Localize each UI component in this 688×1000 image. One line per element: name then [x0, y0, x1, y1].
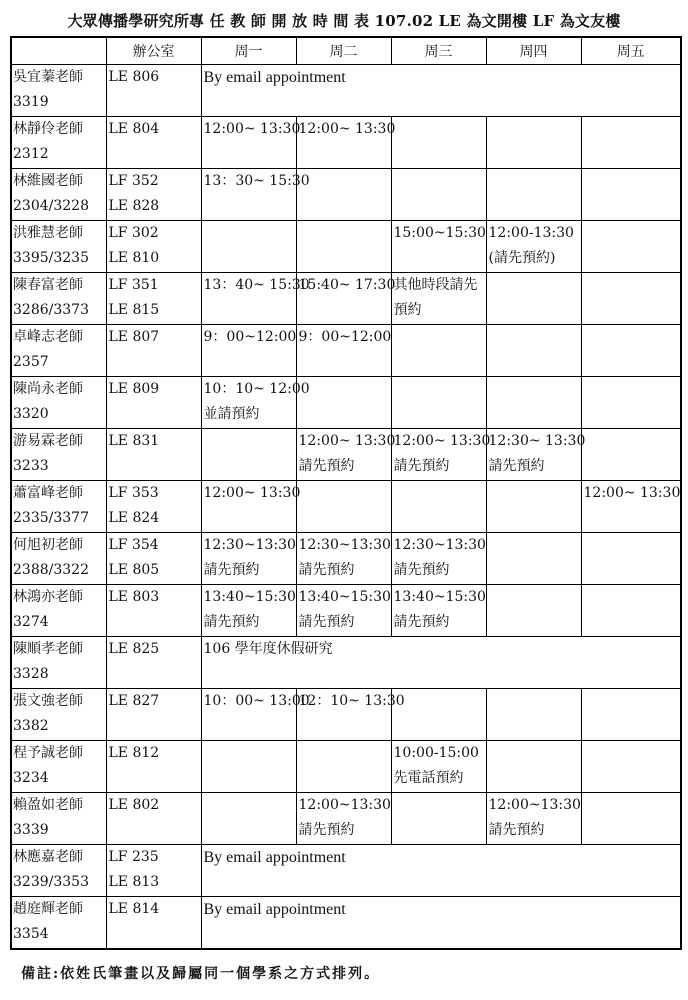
office-room: LE 815: [108, 302, 160, 318]
table-row: [11, 117, 681, 169]
office-room: LF 353: [108, 485, 159, 501]
office-cell: [106, 585, 201, 637]
schedule-cell-thursday: [486, 429, 586, 481]
schedule-cell-thursday: [486, 689, 581, 741]
schedule-cell-thursday: [486, 377, 581, 429]
office-room: LE 807: [108, 329, 160, 345]
office-room: LE 812: [108, 745, 160, 761]
table-row: [11, 637, 681, 689]
office-cell: [106, 741, 201, 793]
time-slot: 12:30~13:30: [298, 537, 391, 553]
schedule-cell-tuesday: [296, 429, 396, 481]
schedule-cell-tuesday: [296, 689, 405, 741]
office-hours-table: [10, 36, 682, 950]
schedule-cell-monday: [201, 377, 310, 429]
schedule-span-cell: [201, 897, 681, 950]
schedule-cell-tuesday: [296, 741, 391, 793]
schedule-cell-thursday: [486, 169, 581, 221]
time-slot: 13:40~15:30: [298, 589, 391, 605]
teacher-cell: [11, 273, 106, 325]
schedule-cell-monday: [201, 481, 301, 533]
time-slot: 10：00~ 13:00: [203, 693, 310, 709]
teacher-extension: 2304/3228: [13, 198, 89, 214]
schedule-cell-wednesday: [391, 429, 491, 481]
schedule-cell-wednesday: [391, 169, 486, 221]
table-row: [11, 481, 681, 533]
teacher-extension: 3319: [13, 94, 49, 110]
office-cell: [106, 481, 201, 533]
schedule-cell-thursday: [486, 221, 581, 273]
teacher-name: 洪雅慧老師: [13, 225, 83, 241]
table-row: [11, 689, 681, 741]
schedule-span-cell: [201, 65, 681, 117]
schedule-cell-friday: [581, 377, 681, 429]
office-room: LE 809: [108, 381, 160, 397]
schedule-cell-tuesday: [296, 117, 396, 169]
office-room: LF 352: [108, 173, 159, 189]
time-slot: 15:40~ 17:30: [298, 277, 396, 293]
teacher-extension: 3239/3353: [13, 874, 89, 890]
table-row: [11, 585, 681, 637]
time-slot: 9：00~12:00: [203, 329, 297, 345]
teacher-cell: [11, 533, 106, 585]
table-row: [11, 845, 681, 897]
office-room: LE 828: [108, 198, 160, 214]
teacher-extension: 3234: [13, 770, 49, 786]
teacher-extension: 3354: [13, 926, 49, 942]
time-slot: 請先預約: [488, 458, 545, 474]
office-room: LE 825: [108, 641, 160, 657]
schedule-cell-tuesday: [296, 481, 391, 533]
time-slot: 請先預約: [298, 614, 355, 630]
schedule-cell-friday: [581, 689, 681, 741]
table-row: [11, 377, 681, 429]
schedule-cell-monday: [201, 533, 296, 585]
time-slot: 10:00-15:00: [393, 745, 479, 761]
time-slot: 12:30~13:30: [203, 537, 296, 553]
teacher-cell: [11, 325, 106, 377]
teacher-name: 吳宜蓁老師: [13, 69, 83, 85]
office-cell: [106, 117, 201, 169]
header-cell-office: 辦公室: [106, 37, 201, 65]
schedule-cell-wednesday: [391, 221, 486, 273]
time-slot: 預約: [393, 302, 422, 318]
schedule-cell-wednesday: [391, 325, 486, 377]
office-cell: [106, 325, 201, 377]
schedule-cell-friday: [581, 741, 681, 793]
teacher-name: 陳春富老師: [13, 277, 83, 293]
teacher-name: 林維國老師: [13, 173, 83, 189]
schedule-span-cell: [201, 845, 681, 897]
teacher-name: 卓峰志老師: [13, 329, 83, 345]
table-row: [11, 273, 681, 325]
office-cell: [106, 845, 201, 897]
time-slot: 13：40~ 15:30: [203, 277, 310, 293]
schedule-cell-monday: [201, 169, 310, 221]
time-slot: 請先預約: [298, 822, 355, 838]
schedule-note: 106 學年度休假研究: [203, 641, 333, 657]
table-row: [11, 897, 681, 950]
teacher-extension: 3320: [13, 406, 49, 422]
teacher-cell: [11, 897, 106, 950]
time-slot: 15:00~15:30: [393, 225, 486, 241]
table-row: [11, 325, 681, 377]
teacher-extension: 2312: [13, 146, 49, 162]
table-row: [11, 65, 681, 117]
teacher-extension: 3395/3235: [13, 250, 89, 266]
time-slot: (請先預約): [488, 250, 556, 266]
teacher-extension: 2388/3322: [13, 562, 89, 578]
schedule-cell-tuesday: [296, 533, 391, 585]
office-cell: [106, 273, 201, 325]
table-row: [11, 793, 681, 845]
office-room: LF 354: [108, 537, 159, 553]
teacher-cell: [11, 65, 106, 117]
teacher-cell: [11, 481, 106, 533]
schedule-cell-friday: [581, 429, 681, 481]
office-room: LE 804: [108, 121, 160, 137]
teacher-extension: 3286/3373: [13, 302, 89, 318]
schedule-cell-wednesday: [391, 741, 486, 793]
table-row: [11, 533, 681, 585]
teacher-cell: [11, 169, 106, 221]
office-cell: [106, 429, 201, 481]
teacher-name: 趙庭輝老師: [13, 901, 83, 917]
office-room: LE 831: [108, 433, 160, 449]
teacher-cell: [11, 221, 106, 273]
time-slot: 12:30~13:30: [393, 537, 486, 553]
schedule-cell-monday: [201, 117, 301, 169]
schedule-note: By email appointment: [203, 69, 346, 86]
office-room: LE 805: [108, 562, 160, 578]
office-cell: [106, 793, 201, 845]
header-cell-tuesday: 周二: [296, 37, 391, 65]
schedule-cell-monday: [201, 793, 296, 845]
teacher-name: 賴盈如老師: [13, 797, 83, 813]
schedule-cell-thursday: [486, 325, 581, 377]
time-slot: 並請預約: [203, 406, 260, 422]
schedule-cell-wednesday: [391, 481, 486, 533]
time-slot: 先電話預約: [393, 770, 464, 786]
schedule-cell-friday: [581, 117, 681, 169]
office-room: LE 803: [108, 589, 160, 605]
office-room: LE 802: [108, 797, 160, 813]
time-slot: 請先預約: [298, 562, 355, 578]
schedule-cell-wednesday: [391, 585, 486, 637]
teacher-name: 張文強老師: [13, 693, 83, 709]
office-room: LE 810: [108, 250, 160, 266]
time-slot: 13:40~15:30: [393, 589, 486, 605]
time-slot: 13：30~ 15:30: [203, 173, 310, 189]
office-cell: [106, 637, 201, 689]
office-room: LF 235: [108, 849, 159, 865]
table-row: [11, 169, 681, 221]
office-room: LE 806: [108, 69, 160, 85]
teacher-extension: 3382: [13, 718, 49, 734]
header-cell-name: [11, 37, 106, 65]
footnote: 備註:依姓氏筆畫以及歸屬同一個學系之方式排列。: [21, 966, 381, 982]
schedule-cell-monday: [201, 689, 310, 741]
table-row: [11, 221, 681, 273]
schedule-cell-friday: [581, 533, 681, 585]
time-slot: 請先預約: [393, 458, 450, 474]
office-room: LE 824: [108, 510, 160, 526]
schedule-cell-tuesday: [296, 585, 391, 637]
schedule-cell-thursday: [486, 741, 581, 793]
schedule-cell-tuesday: [296, 221, 391, 273]
schedule-cell-tuesday: [296, 377, 391, 429]
schedule-cell-tuesday: [296, 273, 396, 325]
teacher-cell: [11, 429, 106, 481]
teacher-cell: [11, 741, 106, 793]
office-room: LE 827: [108, 693, 160, 709]
schedule-cell-thursday: [486, 793, 581, 845]
schedule-cell-friday: [581, 793, 681, 845]
schedule-cell-tuesday: [296, 169, 391, 221]
office-cell: [106, 65, 201, 117]
teacher-name: 陳順孝老師: [13, 641, 83, 657]
schedule-cell-monday: [201, 585, 296, 637]
table-row: [11, 429, 681, 481]
schedule-cell-wednesday: [391, 117, 486, 169]
teacher-cell: [11, 637, 106, 689]
time-slot: 12:00~ 13:30: [583, 485, 681, 501]
office-cell: [106, 169, 201, 221]
time-slot: 9：00~12:00: [298, 329, 392, 345]
schedule-cell-thursday: [486, 481, 581, 533]
office-cell: [106, 689, 201, 741]
teacher-cell: [11, 845, 106, 897]
page-title: 大眾傳播學研究所專 任 教 師 開 放 時 間 表 107.02 LE 為文開樓 LF 為文友樓: [67, 12, 621, 30]
time-slot: 12:00~ 13:30: [298, 433, 396, 449]
schedule-cell-thursday: [486, 273, 581, 325]
teacher-cell: [11, 117, 106, 169]
teacher-extension: 2357: [13, 354, 49, 370]
time-slot: 請先預約: [203, 614, 260, 630]
time-slot: 請先預約: [298, 458, 355, 474]
time-slot: 12:00~ 13:30: [298, 121, 396, 137]
time-slot: 13:40~15:30: [203, 589, 296, 605]
header-cell-monday: 周一: [201, 37, 296, 65]
office-room: LE 813: [108, 874, 160, 890]
office-room: LE 814: [108, 901, 160, 917]
schedule-cell-monday: [201, 741, 296, 793]
schedule-cell-monday: [201, 273, 310, 325]
office-cell: [106, 377, 201, 429]
office-cell: [106, 533, 201, 585]
header-cell-friday: 周五: [581, 37, 681, 65]
schedule-cell-friday: [581, 221, 681, 273]
time-slot: 12:30~ 13:30: [488, 433, 586, 449]
teacher-name: 游易霖老師: [13, 433, 83, 449]
header-row: [11, 37, 681, 65]
time-slot: 12:00~13:30: [488, 797, 581, 813]
schedule-cell-thursday: [486, 585, 581, 637]
time-slot: 12:00~ 13:30: [203, 121, 301, 137]
schedule-cell-friday: [581, 273, 681, 325]
time-slot: 12:00~ 13:30: [203, 485, 301, 501]
table-body: [11, 65, 681, 950]
teacher-extension: 3233: [13, 458, 49, 474]
office-room: LF 351: [108, 277, 159, 293]
teacher-name: 何旭初老師: [13, 537, 83, 553]
teacher-cell: [11, 377, 106, 429]
time-slot: 請先預約: [393, 614, 450, 630]
teacher-name: 林鴻亦老師: [13, 589, 83, 605]
schedule-cell-monday: [201, 325, 296, 377]
schedule-cell-wednesday: [391, 689, 486, 741]
teacher-name: 蕭富峰老師: [13, 485, 83, 501]
time-slot: 請先預約: [203, 562, 260, 578]
teacher-extension: 2335/3377: [13, 510, 89, 526]
schedule-cell-wednesday: [391, 273, 486, 325]
time-slot: 12:00~13:30: [298, 797, 391, 813]
schedule-cell-wednesday: [391, 793, 486, 845]
schedule-cell-thursday: [486, 533, 581, 585]
schedule-span-cell: [201, 637, 681, 689]
time-slot: 請先預約: [393, 562, 450, 578]
teacher-cell: [11, 585, 106, 637]
schedule-cell-wednesday: [391, 533, 486, 585]
time-slot: 請先預約: [488, 822, 545, 838]
header-cell-thursday: 周四: [486, 37, 581, 65]
schedule-cell-friday: [581, 169, 681, 221]
office-cell: [106, 221, 201, 273]
schedule-cell-friday: [581, 481, 681, 533]
schedule-cell-thursday: [486, 117, 581, 169]
schedule-cell-friday: [581, 585, 681, 637]
header-cell-wednesday: 周三: [391, 37, 486, 65]
schedule-cell-wednesday: [391, 377, 486, 429]
time-slot: 12:00-13:30: [488, 225, 574, 241]
teacher-extension: 3328: [13, 666, 49, 682]
teacher-name: 林應嘉老師: [13, 849, 83, 865]
teacher-extension: 3274: [13, 614, 49, 630]
time-slot: 10：10~ 12:00: [203, 381, 310, 397]
table-row: [11, 741, 681, 793]
schedule-note: By email appointment: [203, 849, 346, 866]
teacher-cell: [11, 689, 106, 741]
office-room: LF 302: [108, 225, 159, 241]
time-slot: 12：10~ 13:30: [298, 693, 405, 709]
schedule-cell-monday: [201, 221, 296, 273]
teacher-extension: 3339: [13, 822, 49, 838]
schedule-note: By email appointment: [203, 901, 346, 918]
teacher-name: 林靜伶老師: [13, 121, 83, 137]
time-slot: 其他時段請先: [393, 277, 478, 293]
time-slot: 12:00~ 13:30: [393, 433, 491, 449]
teacher-name: 陳尚永老師: [13, 381, 83, 397]
teacher-name: 程予誠老師: [13, 745, 83, 761]
schedule-cell-tuesday: [296, 793, 391, 845]
teacher-cell: [11, 793, 106, 845]
schedule-cell-friday: [581, 325, 681, 377]
schedule-cell-monday: [201, 429, 296, 481]
schedule-cell-tuesday: [296, 325, 391, 377]
office-cell: [106, 897, 201, 950]
